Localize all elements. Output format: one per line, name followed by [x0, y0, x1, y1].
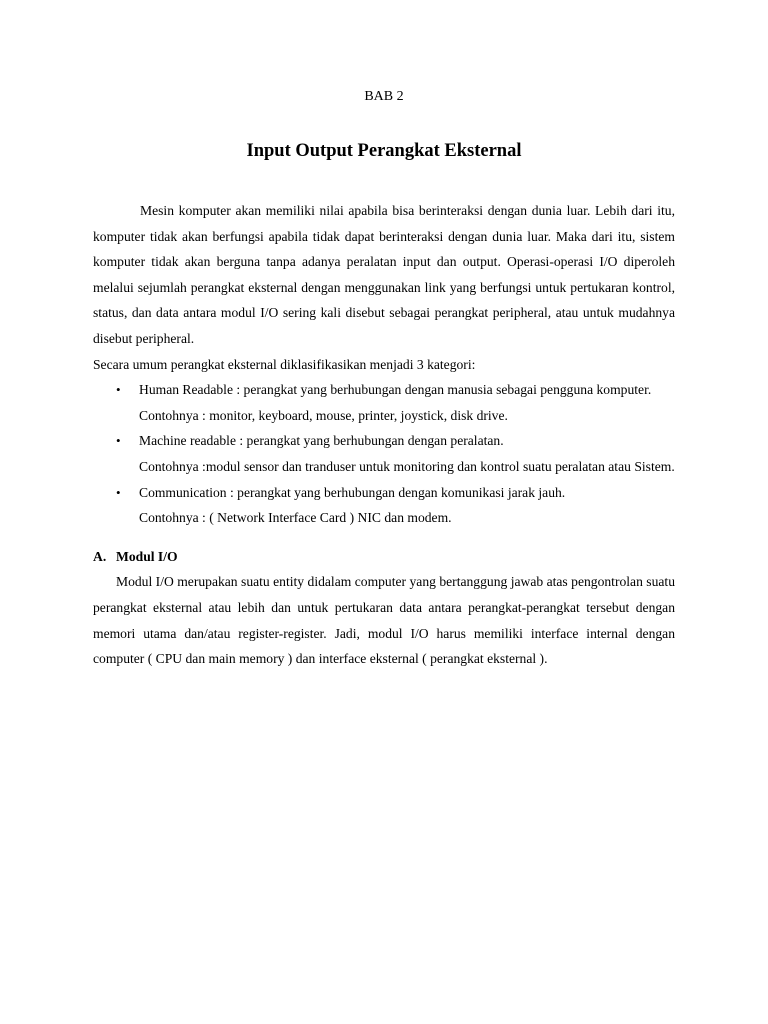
- modul-io-paragraph: Modul I/O merupakan suatu entity didalam computer yang bertanggung jawab atas pengontrolan suatu perangkat eksternal atau lebih dan untuk pertukaran data antara perangkat-perangkat tersebut dengan memori utama dan/atau register-register. Jadi, modul I/O harus memiliki interface internal dengan computer ( CPU dan main memory ) dan interface eksternal ( perangkat eksternal ).: [93, 574, 675, 667]
- category-item-machine-readable: [93, 428, 675, 479]
- document-body: [93, 198, 675, 672]
- intro-paragraph: Mesin komputer akan memiliki nilai apabila bisa berinteraksi dengan dunia luar. Lebih dari itu, komputer tidak akan berfungsi apabila tidak dapat berinteraksi dengan dunia luar. Maka dari itu, sistem komputer tidak akan berguna tanpa adanya peralatan input dan output. Operasi-operasi I/O diperoleh melalui sejumlah perangkat eksternal dengan menggunakan link yang berfungsi untuk pertukaran kontrol, status, dan data antara modul I/O sering kali disebut sebagai perangkat peripheral, atau untuk mudahnya disebut peripheral.: [93, 203, 675, 346]
- category-description: Human Readable : perangkat yang berhubungan dengan manusia sebagai pengguna komputer.: [139, 382, 652, 398]
- category-example: Contohnya :modul sensor dan tranduser untuk monitoring dan kontrol suatu peralatan atau Sistem.: [139, 458, 675, 474]
- category-example: Contohnya : ( Network Interface Card ) NIC dan modem.: [139, 510, 452, 526]
- section-title: Modul I/O: [116, 548, 178, 564]
- bullet-icon: •: [116, 382, 121, 398]
- chapter-label: BAB 2: [364, 89, 404, 104]
- section-letter: A.: [93, 548, 107, 564]
- page-title: Input Output Perangkat Eksternal: [246, 141, 522, 161]
- bullet-icon: •: [116, 484, 121, 500]
- category-item-human-readable: [93, 377, 675, 428]
- bullet-icon: •: [116, 433, 121, 449]
- category-example: Contohnya : monitor, keyboard, mouse, printer, joystick, disk drive.: [139, 407, 508, 423]
- classification-intro: Secara umum perangkat eksternal diklasifikasikan menjadi 3 kategori:: [93, 356, 476, 372]
- category-description: Machine readable : perangkat yang berhubungan dengan peralatan.: [139, 433, 504, 449]
- category-list: [93, 377, 675, 531]
- category-description: Communication : perangkat yang berhubungan dengan komunikasi jarak jauh.: [139, 484, 566, 500]
- category-item-communication: [93, 480, 675, 531]
- section-heading-modul-io: [93, 544, 675, 570]
